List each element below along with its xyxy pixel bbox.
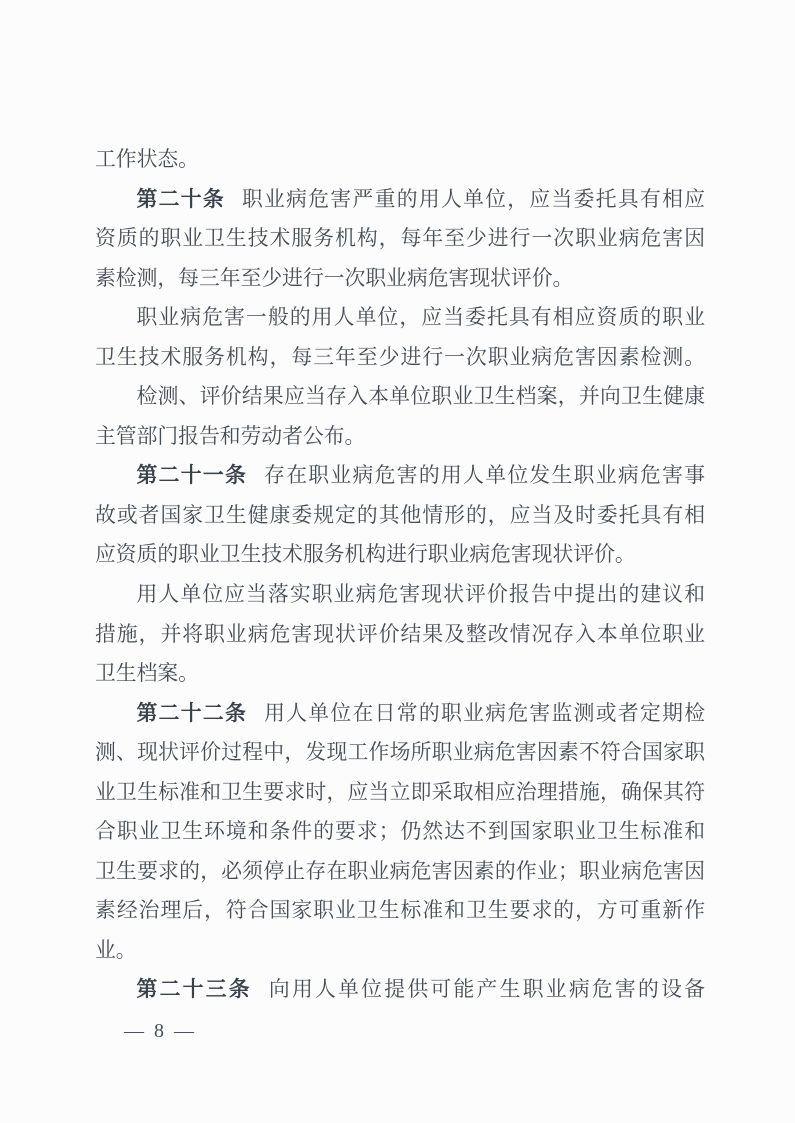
line-text: 存在职业病危害的用人单位发生职业病危害事 bbox=[264, 464, 706, 488]
line-text: 职业病危害一般的用人单位，应当委托具有相应资质的职业 bbox=[136, 306, 705, 330]
page-number: — 8 — bbox=[124, 1020, 194, 1042]
body-line bbox=[95, 496, 705, 536]
body-line bbox=[95, 259, 705, 299]
line-text: 合职业卫生环境和条件的要求；仍然达不到国家职业卫生标准和 bbox=[95, 820, 705, 844]
body-line bbox=[95, 812, 705, 852]
line-text: 业卫生标准和卫生要求时，应当立即采取相应治理措施，确保其符 bbox=[95, 780, 705, 804]
line-text: 检测、评价结果应当存入本单位职业卫生档案，并向卫生健康 bbox=[136, 385, 705, 409]
line-text: 卫生要求的，必须停止存在职业病危害因素的作业；职业病危害因 bbox=[95, 859, 705, 883]
body-line bbox=[95, 931, 705, 971]
body-line bbox=[95, 891, 705, 931]
line-text: 职业病危害严重的用人单位，应当委托具有相应 bbox=[241, 187, 706, 211]
line-text: 工作状态。 bbox=[95, 148, 199, 171]
document-body bbox=[95, 140, 705, 1010]
body-line bbox=[95, 180, 705, 220]
article-number: 第二十二条 bbox=[136, 701, 248, 725]
body-line bbox=[95, 377, 705, 417]
body-line bbox=[95, 456, 705, 496]
line-text: 措施，并将职业病危害现状评价结果及整改情况存入本单位职业 bbox=[95, 622, 705, 646]
body-line bbox=[95, 417, 705, 457]
body-line bbox=[95, 733, 705, 773]
line-text: 卫生档案。 bbox=[95, 662, 199, 686]
body-line bbox=[95, 773, 705, 813]
line-text: 主管部门报告和劳动者公布。 bbox=[95, 424, 366, 448]
article-number: 第二十三条 bbox=[136, 978, 252, 1002]
body-line bbox=[95, 338, 705, 378]
body-line bbox=[95, 970, 705, 1010]
body-line bbox=[95, 575, 705, 615]
line-text: 用人单位在日常的职业病危害监测或者定期检 bbox=[264, 701, 706, 725]
body-line bbox=[95, 219, 705, 259]
body-line bbox=[95, 654, 705, 694]
body-line bbox=[95, 140, 705, 180]
line-text: 应资质的职业卫生技术服务机构进行职业病危害现状评价。 bbox=[95, 543, 636, 567]
line-text: 测、现状评价过程中，发现工作场所职业病危害因素不符合国家职 bbox=[95, 741, 705, 765]
line-text: 故或者国家卫生健康委规定的其他情形的，应当及时委托具有相 bbox=[95, 503, 705, 527]
body-line bbox=[95, 852, 705, 892]
body-line bbox=[95, 535, 705, 575]
line-text: 卫生技术服务机构，每三年至少进行一次职业病危害因素检测。 bbox=[95, 345, 705, 369]
line-text: 素经治理后，符合国家职业卫生标准和卫生要求的，方可重新作 bbox=[95, 899, 705, 923]
line-text: 向用人单位提供可能产生职业病危害的设备 bbox=[268, 978, 706, 1002]
line-text: 资质的职业卫生技术服务机构，每年至少进行一次职业病危害因 bbox=[95, 227, 705, 251]
line-text: 业。 bbox=[95, 938, 137, 962]
line-text: 素检测，每三年至少进行一次职业病危害现状评价。 bbox=[95, 266, 574, 290]
article-number: 第二十一条 bbox=[136, 464, 248, 488]
body-line bbox=[95, 694, 705, 734]
article-number: 第二十条 bbox=[136, 187, 225, 211]
body-line bbox=[95, 298, 705, 338]
body-line bbox=[95, 615, 705, 655]
line-text: 用人单位应当落实职业病危害现状评价报告中提出的建议和 bbox=[136, 583, 705, 607]
